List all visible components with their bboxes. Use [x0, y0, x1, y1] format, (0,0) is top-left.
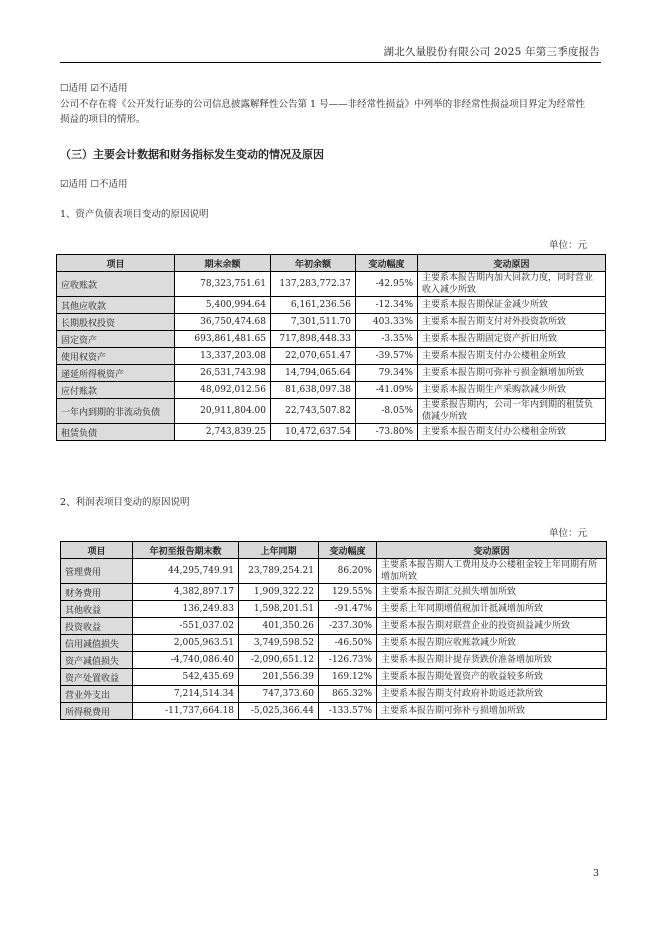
- amount-cell: 2,743,839.25: [175, 424, 271, 441]
- nonrecurring-applicability: ☐适用 ☑不适用: [60, 83, 128, 94]
- amount-cell: 4,382,897.17: [133, 584, 239, 601]
- table-row: [57, 424, 606, 441]
- balance-sheet-subtitle: 1、资产负债表项目变动的原因说明: [60, 209, 209, 220]
- reason-cell: 主要系本报告期应收账款减少所致: [377, 635, 607, 652]
- column-header: 变动原因: [418, 255, 606, 272]
- table-row: [61, 618, 607, 635]
- table-row: [61, 601, 607, 618]
- amount-cell: 44,295,749.91: [133, 559, 239, 584]
- amount-cell: 14,794,065.64: [271, 365, 356, 382]
- amount-cell: 5,400,994.64: [175, 297, 271, 314]
- item-cell: 信用减值损失: [61, 635, 133, 652]
- amount-cell: -11,737,664.18: [133, 703, 239, 720]
- amount-cell: 2,005,963.51: [133, 635, 239, 652]
- table-row: [57, 365, 606, 382]
- amount-cell: 717,898,448.33: [271, 331, 356, 348]
- table-row: [61, 559, 607, 584]
- table-row: [61, 635, 607, 652]
- amount-cell: 136,249.83: [133, 601, 239, 618]
- amount-cell: 1,909,322.22: [239, 584, 319, 601]
- amount-cell: 7,301,511.70: [271, 314, 356, 331]
- reason-cell: 主要系本报告期内加大回款力度，同时营业收入减少所致: [418, 272, 606, 297]
- item-cell: 使用权资产: [57, 348, 175, 365]
- change-rate-cell: 129.55%: [319, 584, 377, 601]
- change-rate-cell: -39.57%: [356, 348, 418, 365]
- table-row: [57, 331, 606, 348]
- amount-cell: 13,337,203.08: [175, 348, 271, 365]
- amount-cell: 3,749,598.52: [239, 635, 319, 652]
- section-3-title: （三）主要会计数据和财务指标发生变动的情况及原因: [60, 148, 324, 161]
- column-header: 变动幅度: [319, 542, 377, 559]
- amount-cell: 10,472,637.54: [271, 424, 356, 441]
- amount-cell: 7,214,514.34: [133, 686, 239, 703]
- column-header: 年初至报告期末数: [133, 542, 239, 559]
- item-cell: 所得税费用: [61, 703, 133, 720]
- table-row: [61, 584, 607, 601]
- page-number: 3: [592, 868, 599, 879]
- item-cell: 财务费用: [61, 584, 133, 601]
- item-cell: 资产减值损失: [61, 652, 133, 669]
- change-rate-cell: -3.35%: [356, 331, 418, 348]
- amount-cell: -4,740,086.40: [133, 652, 239, 669]
- table-row: [61, 652, 607, 669]
- change-rate-cell: -91.47%: [319, 601, 377, 618]
- item-cell: 资产处置收益: [61, 669, 133, 686]
- change-rate-cell: -133.57%: [319, 703, 377, 720]
- item-cell: 一年内到期的非流动负债: [57, 399, 175, 424]
- reason-cell: 主要系本报告期对联营企业的投资损益减少所致: [377, 618, 607, 635]
- amount-cell: 542,435.69: [133, 669, 239, 686]
- nonrecurring-statement: 公司不存在将《公开发行证券的公司信息披露解释性公告第 1 号——非经常性损益》中列举的非经常性损益项目界定为经常性损益的项目的情形。: [60, 99, 586, 125]
- table-row: [57, 382, 606, 399]
- column-header: 上年同期: [239, 542, 319, 559]
- report-header-title: 湖北久量股份有限公司 2025 年第三季度报告: [383, 46, 600, 58]
- reason-cell: 主要系本报告期人工费用及办公楼租金较上年同期有所增加所致: [377, 559, 607, 584]
- table-header-row: [61, 542, 607, 559]
- header-divider: [60, 62, 601, 63]
- reason-cell: 主要系本报告期保证金减少所致: [418, 297, 606, 314]
- change-rate-cell: -12.34%: [356, 297, 418, 314]
- amount-cell: 78,323,751.61: [175, 272, 271, 297]
- change-rate-cell: -73.80%: [356, 424, 418, 441]
- item-cell: 应付账款: [57, 382, 175, 399]
- amount-cell: 693,861,481.65: [175, 331, 271, 348]
- table-header-row: [57, 255, 606, 272]
- column-header: 项目: [57, 255, 175, 272]
- item-cell: 长期股权投资: [57, 314, 175, 331]
- amount-cell: 137,283,772.37: [271, 272, 356, 297]
- change-rate-cell: 169.12%: [319, 669, 377, 686]
- item-cell: 固定资产: [57, 331, 175, 348]
- column-header: 变动原因: [377, 542, 607, 559]
- change-rate-cell: 79.34%: [356, 365, 418, 382]
- amount-cell: 747,373.60: [239, 686, 319, 703]
- item-cell: 租赁负债: [57, 424, 175, 441]
- balance-sheet-table: [56, 254, 606, 441]
- amount-cell: 20,911,804.00: [175, 399, 271, 424]
- income-unit-label: 单位：元: [549, 528, 588, 539]
- amount-cell: -5,025,366.44: [239, 703, 319, 720]
- amount-cell: 22,743,507.82: [271, 399, 356, 424]
- item-cell: 应收账款: [57, 272, 175, 297]
- reason-cell: 主要系上年同期增值税加计抵减增加所致: [377, 601, 607, 618]
- table-row: [61, 703, 607, 720]
- table-row: [57, 348, 606, 365]
- item-cell: 营业外支出: [61, 686, 133, 703]
- column-header: 变动幅度: [356, 255, 418, 272]
- item-cell: 其他应收款: [57, 297, 175, 314]
- amount-cell: 48,092,012.56: [175, 382, 271, 399]
- amount-cell: 23,789,254.21: [239, 559, 319, 584]
- table-row: [57, 272, 606, 297]
- column-header: 项目: [61, 542, 133, 559]
- section-3-applicability: ☑适用 ☐不适用: [60, 179, 128, 190]
- change-rate-cell: -237.30%: [319, 618, 377, 635]
- item-cell: 递延所得税资产: [57, 365, 175, 382]
- change-rate-cell: 86.20%: [319, 559, 377, 584]
- change-rate-cell: -41.09%: [356, 382, 418, 399]
- item-cell: 管理费用: [61, 559, 133, 584]
- table-row: [61, 669, 607, 686]
- change-rate-cell: -8.05%: [356, 399, 418, 424]
- reason-cell: 主要系本报告期支付政府补助返还款所致: [377, 686, 607, 703]
- income-statement-subtitle: 2、利润表项目变动的原因说明: [60, 497, 190, 508]
- reason-cell: 主要系本报告期支付办公楼租金所致: [418, 424, 606, 441]
- amount-cell: 401,350.26: [239, 618, 319, 635]
- item-cell: 投资收益: [61, 618, 133, 635]
- table-row: [57, 297, 606, 314]
- change-rate-cell: -42.95%: [356, 272, 418, 297]
- reason-cell: 主要系本报告期支付对外投资款所致: [418, 314, 606, 331]
- amount-cell: 81,638,097.38: [271, 382, 356, 399]
- change-rate-cell: 865.32%: [319, 686, 377, 703]
- reason-cell: 主要系本报告期固定资产折旧所致: [418, 331, 606, 348]
- change-rate-cell: -46.50%: [319, 635, 377, 652]
- column-header: 期末余额: [175, 255, 271, 272]
- reason-cell: 主要系本报告期可弥补亏损增加所致: [377, 703, 607, 720]
- table-row: [57, 399, 606, 424]
- reason-cell: 主要系本报告期汇兑损失增加所致: [377, 584, 607, 601]
- amount-cell: 36,750,474.68: [175, 314, 271, 331]
- reason-cell: 主要系本报告期生产采购款减少所致: [418, 382, 606, 399]
- amount-cell: 22,070,651.47: [271, 348, 356, 365]
- change-rate-cell: 403.33%: [356, 314, 418, 331]
- amount-cell: -2,090,651.12: [239, 652, 319, 669]
- amount-cell: 6,161,236.56: [271, 297, 356, 314]
- amount-cell: -551,037.02: [133, 618, 239, 635]
- reason-cell: 主要系本报告期可弥补亏损金额增加所致: [418, 365, 606, 382]
- reason-cell: 主要系本报告期支付办公楼租金所致: [418, 348, 606, 365]
- reason-cell: 主要系报告期内，公司一年内到期的租赁负债减少所致: [418, 399, 606, 424]
- reason-cell: 主要系本报告期处置资产的收益较多所致: [377, 669, 607, 686]
- table-row: [57, 314, 606, 331]
- reason-cell: 主要系本报告期计提存货跌价准备增加所致: [377, 652, 607, 669]
- table-row: [61, 686, 607, 703]
- balance-unit-label: 单位：元: [549, 240, 588, 251]
- amount-cell: 1,598,201.51: [239, 601, 319, 618]
- amount-cell: 26,531,743.98: [175, 365, 271, 382]
- amount-cell: 201,556.39: [239, 669, 319, 686]
- column-header: 年初余额: [271, 255, 356, 272]
- item-cell: 其他收益: [61, 601, 133, 618]
- change-rate-cell: -126.73%: [319, 652, 377, 669]
- income-statement-table: [60, 541, 607, 720]
